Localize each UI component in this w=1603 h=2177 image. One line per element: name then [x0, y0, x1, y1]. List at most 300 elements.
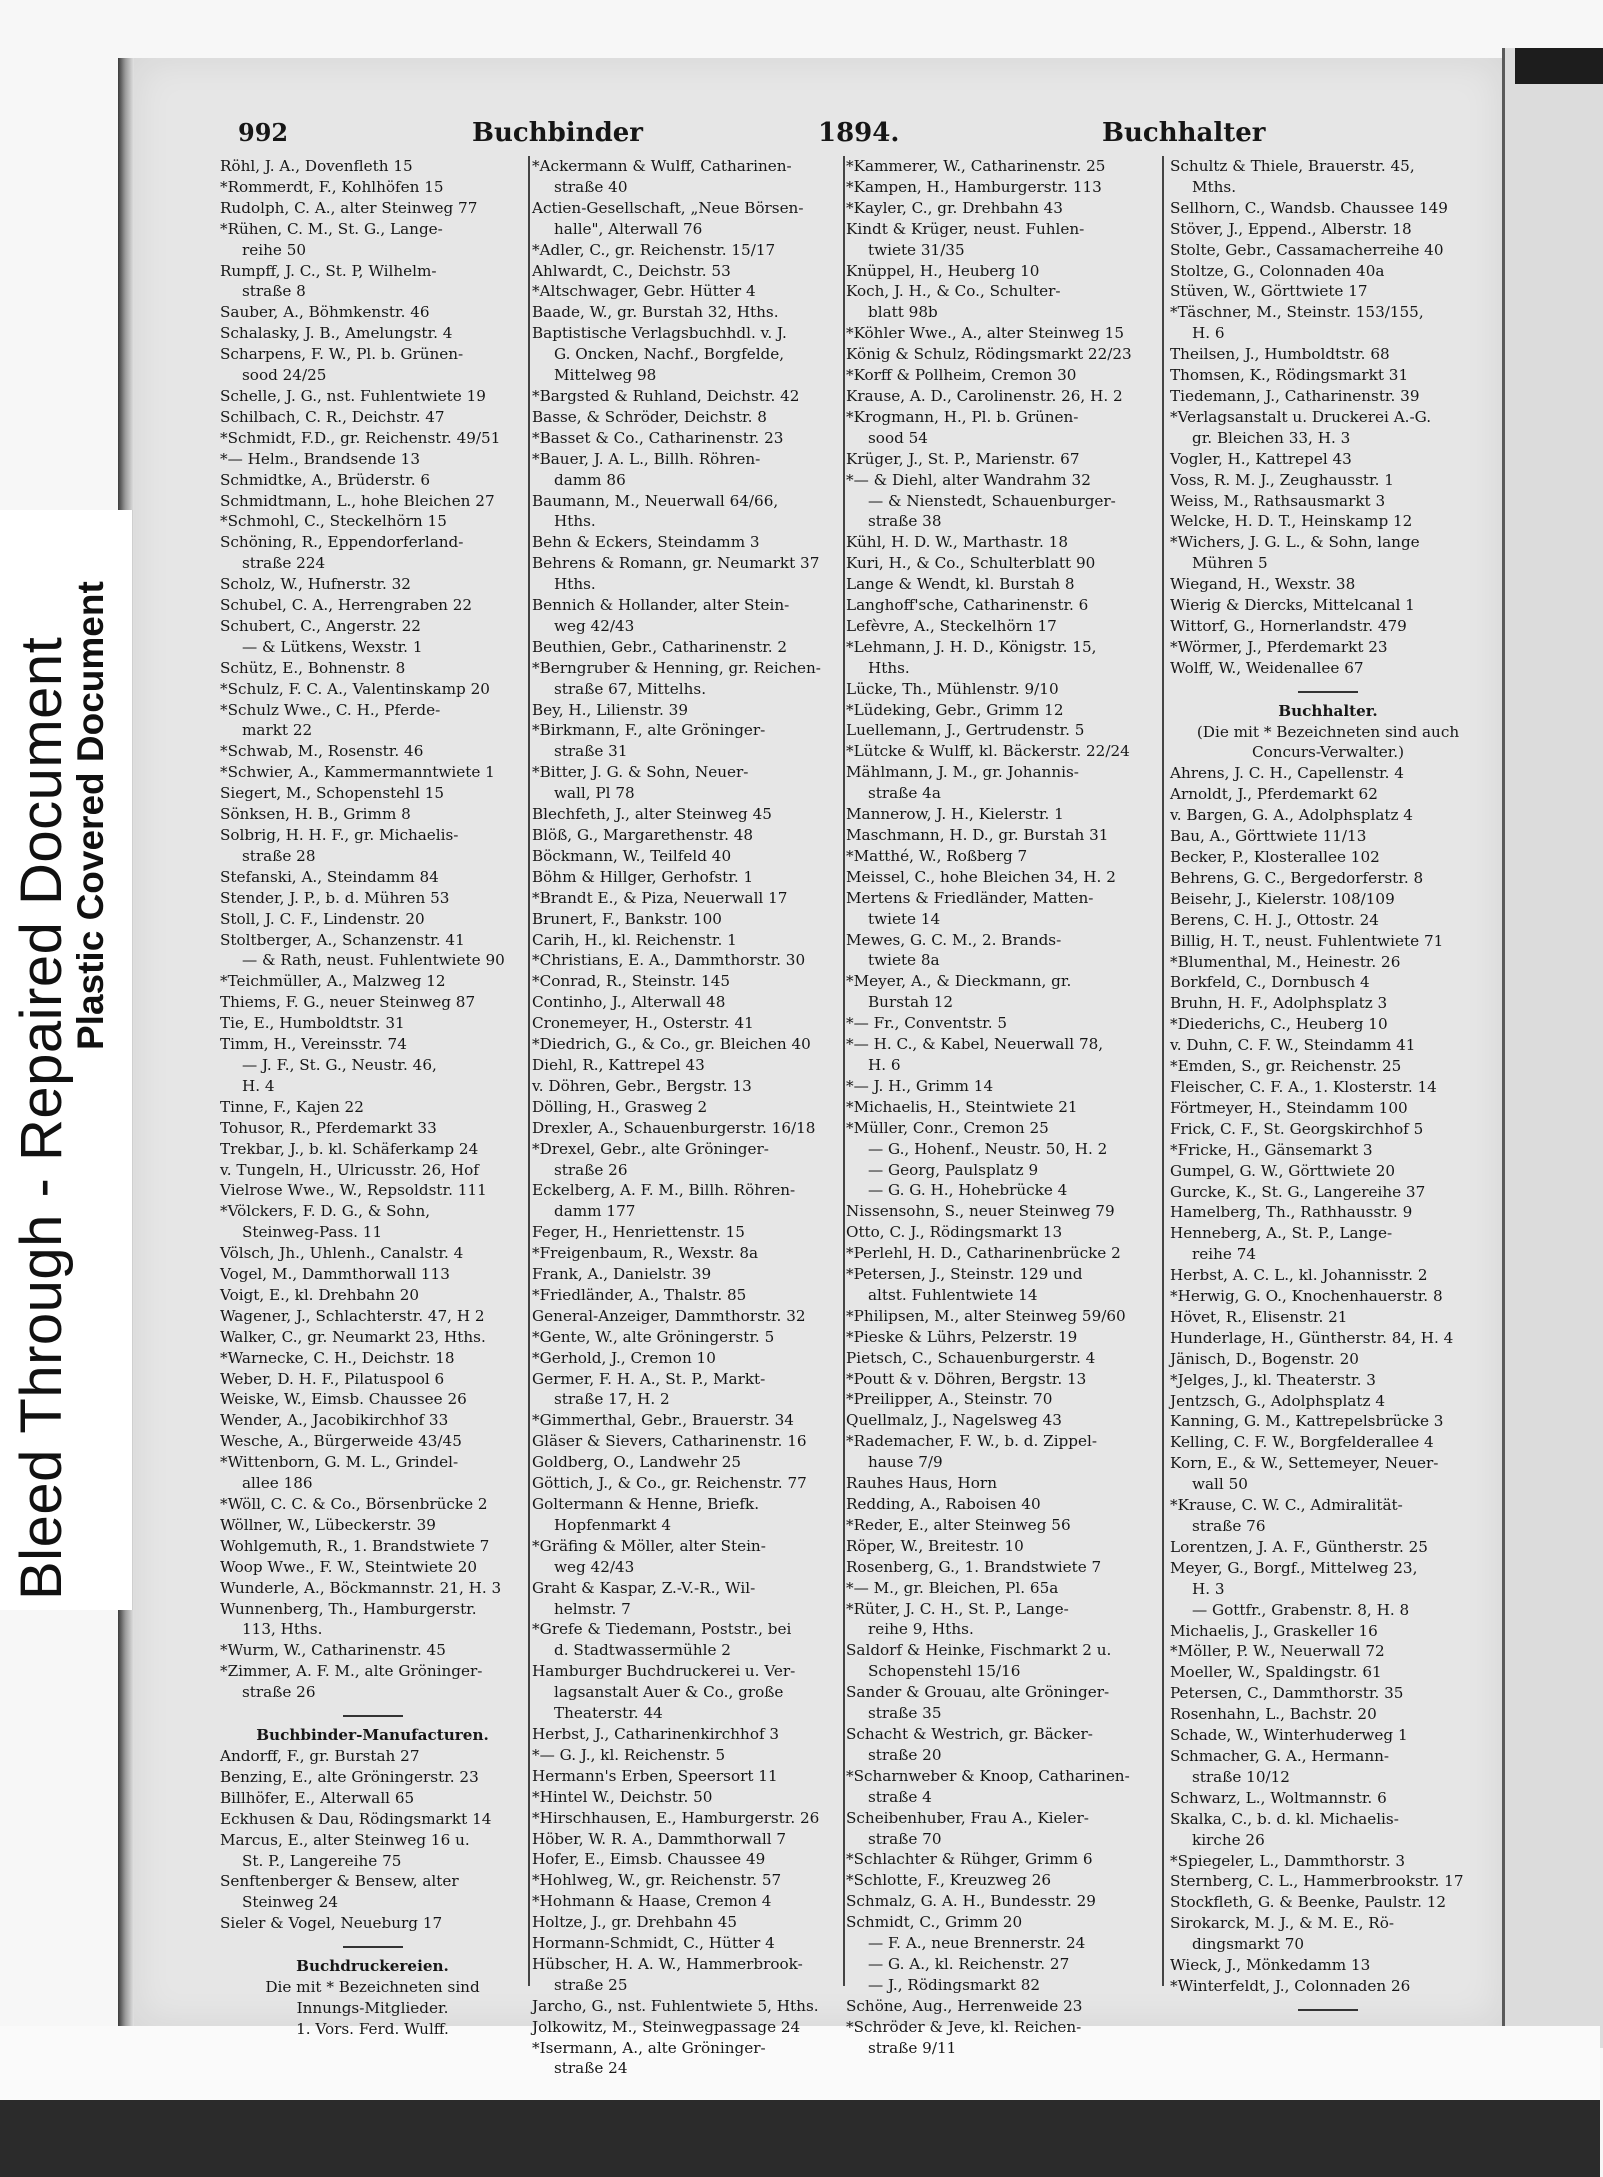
directory-entry: Drexler, A., Schauenburgerstr. 16/18 — [532, 1118, 816, 1137]
directory-entry: *Winterfeldt, J., Colonnaden 26 — [1170, 1976, 1411, 1995]
directory-entry: Schopenstehl 15/16 — [868, 1662, 1021, 1681]
directory-entry: *Völckers, F. D. G., & Sohn, — [220, 1202, 431, 1221]
directory-entry: Meyer, G., Borgf., Mittelweg 23, — [1170, 1558, 1418, 1577]
directory-entry: Sauber, A., Böhmkenstr. 46 — [220, 303, 430, 322]
directory-entry: H. 4 — [242, 1076, 275, 1095]
directory-entry: Saldorf & Heinke, Fischmarkt 2 u. — [846, 1641, 1112, 1660]
directory-entry: Wagener, J., Schlachterstr. 47, H 2 — [220, 1306, 485, 1325]
page-header — [232, 118, 1482, 158]
bleed-through-text — [1545, 108, 1575, 2008]
directory-entry: Wolff, W., Weidenallee 67 — [1170, 658, 1364, 677]
directory-entry: — & Rath, neust. Fuhlentwiete 90 — [242, 951, 505, 970]
directory-entry: Wittorf, G., Hornerlandstr. 479 — [1170, 616, 1407, 635]
directory-entry: Baumann, M., Neuerwall 64/66, — [532, 491, 779, 510]
directory-entry: Goltermann & Henne, Briefk. — [532, 1495, 760, 1513]
directory-entry: Vielrose Wwe., W., Repsoldstr. 111 — [220, 1181, 487, 1200]
directory-entry: Hths. — [868, 658, 910, 677]
directory-entry: wall 50 — [1192, 1475, 1248, 1494]
directory-entry: Kanning, G. M., Kattrepelsbrücke 3 — [1170, 1412, 1444, 1431]
column-divider — [528, 156, 530, 1986]
directory-entry: straße 20 — [868, 1745, 942, 1764]
directory-entry: König & Schulz, Rödingsmarkt 22/23 — [846, 345, 1132, 364]
directory-entry: *Spiegeler, L., Dammthorstr. 3 — [1170, 1851, 1406, 1870]
directory-entry: Hormann-Schmidt, C., Hütter 4 — [532, 1934, 775, 1953]
directory-entry: Nissensohn, S., neuer Steinweg 79 — [846, 1202, 1115, 1221]
directory-entry: Schalasky, J. B., Amelungstr. 4 — [220, 324, 453, 343]
directory-entry: Böhm & Hillger, Gerhofstr. 1 — [532, 867, 754, 886]
directory-entry: 113, Hths. — [242, 1620, 323, 1639]
directory-entry: Förtmeyer, H., Steindamm 100 — [1170, 1098, 1408, 1117]
directory-entry: Gläser & Sievers, Catharinenstr. 16 — [532, 1432, 807, 1451]
directory-entry: *Hintel W., Deichstr. 50 — [532, 1787, 713, 1806]
directory-entry: *Poutt & v. Döhren, Bergstr. 13 — [846, 1369, 1087, 1388]
directory-entry: Mewes, G. C. M., 2. Brands- — [846, 930, 1062, 949]
directory-entry: H. 6 — [1192, 324, 1225, 343]
directory-entry: Bruhn, H. F., Adolphsplatz 3 — [1170, 994, 1388, 1013]
directory-entry: Weber, D. H. F., Pilatuspool 6 — [220, 1369, 445, 1388]
column-4 — [1170, 156, 1486, 2016]
directory-entry: Wunnenberg, Th., Hamburgerstr. — [220, 1599, 477, 1618]
directory-entry: Siegert, M., Schopenstehl 15 — [220, 784, 445, 803]
directory-entry: straße 17, H. 2 — [554, 1390, 670, 1409]
directory-entry: *Bargsted & Ruhland, Deichstr. 42 — [532, 386, 800, 405]
directory-entry: Sellhorn, C., Wandsb. Chaussee 149 — [1170, 198, 1448, 217]
directory-entry: straße 67, Mittelhs. — [554, 679, 707, 698]
section-rule — [1298, 691, 1358, 693]
directory-entry: allee 186 — [242, 1474, 313, 1493]
directory-entry: Graht & Kaspar, Z.-V.-R., Wil- — [532, 1578, 756, 1597]
directory-entry: *Grefe & Tiedemann, Poststr., bei — [532, 1620, 792, 1639]
directory-entry: straße 70 — [868, 1829, 942, 1848]
directory-entry: altst. Fuhlentwiete 14 — [868, 1285, 1038, 1304]
directory-entry: Quellmalz, J., Nagelsweg 43 — [846, 1411, 1062, 1430]
directory-entry: Hths. — [554, 575, 596, 594]
directory-entry: Stöver, J., Eppend., Alberstr. 18 — [1170, 219, 1412, 238]
directory-entry: Rumpff, J. C., St. P, Wilhelm- — [220, 261, 437, 280]
directory-entry: Schade, W., Winterhuderweg 1 — [1170, 1726, 1408, 1745]
directory-entry: Scharpens, F. W., Pl. b. Grünen- — [220, 345, 464, 364]
directory-entry: sood 54 — [868, 428, 928, 447]
directory-entry: Becker, P., Klosterallee 102 — [1170, 848, 1380, 866]
directory-entry: *Schwier, A., Kammermanntwiete 1 — [220, 763, 495, 782]
directory-entry: Herbst, A. C. L., kl. Johannisstr. 2 — [1170, 1266, 1428, 1285]
directory-entry: Jolkowitz, M., Steinwegpassage 24 — [532, 2017, 801, 2036]
directory-entry: *Drexel, Gebr., alte Gröninger- — [532, 1139, 769, 1158]
directory-entry: damm 177 — [554, 1202, 636, 1221]
directory-entry: *Schlotte, F., Kreuzweg 26 — [846, 1871, 1052, 1890]
directory-entry: *Diederichs, C., Heuberg 10 — [1170, 1015, 1388, 1034]
directory-entry: *Birkmann, F., alte Gröninger- — [532, 721, 766, 740]
directory-entry: d. Stadtwassermühle 2 — [554, 1641, 731, 1660]
section-heading: Buchbinder-Manufacturen. — [256, 1726, 489, 1745]
directory-entry: Basse, & Schröder, Deichstr. 8 — [532, 407, 767, 426]
directory-entry: Schütz, E., Bohnenstr. 8 — [220, 658, 406, 677]
directory-entry: straße 9/11 — [868, 2038, 957, 2057]
directory-entry: *Lüdeking, Gebr., Grimm 12 — [846, 700, 1064, 719]
directory-entry: Hübscher, H. A. W., Hammerbrook- — [532, 1954, 803, 1973]
directory-entry: Scheibenhuber, Frau A., Kieler- — [846, 1808, 1089, 1827]
directory-entry: Blöß, G., Margarethenstr. 48 — [532, 826, 754, 844]
directory-entry: Höber, W. R. A., Dammthorwall 7 — [532, 1829, 787, 1848]
directory-entry: straße 28 — [242, 846, 316, 865]
directory-entry: Sander & Grouau, alte Gröninger- — [846, 1683, 1110, 1702]
directory-entry: *Bauer, J. A. L., Billh. Röhren- — [532, 449, 761, 468]
directory-entry: *Krause, C. W. C., Admiralität- — [1170, 1496, 1403, 1515]
directory-entry: *Schulz, F. C. A., Valentinskamp 20 — [220, 679, 490, 698]
directory-entry: Hermann's Erben, Speersort 11 — [532, 1766, 778, 1785]
directory-entry: Jarcho, G., nst. Fuhlentwiete 5, Hths. — [532, 1996, 819, 2015]
directory-entry: *Rüter, J. C. H., St. P., Lange- — [846, 1599, 1069, 1618]
directory-entry: — J., Rödingsmarkt 82 — [868, 1975, 1041, 1994]
directory-entry: *Basset & Co., Catharinenstr. 23 — [532, 428, 784, 447]
directory-entry: — J. F., St. G., Neustr. 46, — [242, 1055, 437, 1074]
directory-entry: *Lehmann, J. H. D., Königstr. 15, — [846, 637, 1097, 656]
directory-entry: Schultz & Thiele, Brauerstr. 45, — [1170, 157, 1415, 175]
directory-entry: Kindt & Krüger, neust. Fuhlen- — [846, 219, 1085, 238]
right-running-title: Buchhalter — [1102, 118, 1266, 148]
directory-entry: dingsmarkt 70 — [1192, 1935, 1305, 1954]
directory-entry: Timm, H., Vereinsstr. 74 — [220, 1035, 407, 1054]
directory-entry: damm 86 — [554, 470, 626, 489]
directory-entry: Cronemeyer, H., Osterstr. 41 — [532, 1014, 754, 1033]
directory-entry: Rudolph, C. A., alter Steinweg 77 — [220, 198, 478, 217]
directory-entry: *— & Diehl, alter Wandrahm 32 — [846, 470, 1091, 489]
directory-entry: *Philipsen, M., alter Steinweg 59/60 — [846, 1306, 1126, 1325]
directory-entry: *Teichmüller, A., Malzweg 12 — [220, 972, 446, 991]
directory-entry: Schöning, R., Eppendorferland- — [220, 533, 464, 552]
directory-entry: *Wörmer, J., Pferdemarkt 23 — [1170, 637, 1388, 656]
directory-entry: *Ackermann & Wulff, Catharinen- — [532, 157, 792, 175]
directory-entry: Stoltberger, A., Schanzenstr. 41 — [220, 930, 465, 949]
directory-entry: Voss, R. M. J., Zeughausstr. 1 — [1170, 470, 1394, 489]
directory-entry: Wunderle, A., Böckmannstr. 21, H. 3 — [220, 1578, 502, 1597]
directory-entry: H. 6 — [868, 1055, 901, 1074]
directory-entry: Tie, E., Humboldtstr. 31 — [220, 1014, 405, 1033]
directory-entry: Röper, W., Breitestr. 10 — [846, 1536, 1024, 1555]
directory-entry: Billig, H. T., neust. Fuhlentwiete 71 — [1170, 931, 1444, 950]
directory-entry: Rauhes Haus, Horn — [846, 1474, 997, 1493]
directory-entry: Behn & Eckers, Steindamm 3 — [532, 533, 760, 552]
directory-entry: *Zimmer, A. F. M., alte Gröninger- — [220, 1662, 483, 1681]
plastic-covered-label: Plastic Covered Document — [70, 581, 111, 1050]
bleed-through-label: Bleed Through - Repaired Document — [9, 636, 74, 1600]
directory-entry: *Korff & Pollheim, Cremon 30 — [846, 366, 1077, 385]
directory-entry: *— H. C., & Kabel, Neuerwall 78, — [846, 1035, 1104, 1054]
section-note: Innungs-Mitglieder. — [296, 1998, 449, 2017]
directory-entry: Benzing, E., alte Gröningerstr. 23 — [220, 1767, 479, 1786]
directory-entry: Bey, H., Lilienstr. 39 — [532, 700, 688, 719]
directory-entry: Baade, W., gr. Burstah 32, Hths. — [532, 303, 779, 322]
directory-entry: Ahrens, J. C. H., Capellenstr. 4 — [1170, 764, 1404, 783]
directory-entry: Schmidt, C., Grimm 20 — [846, 1913, 1023, 1932]
directory-entry: blatt 98b — [868, 303, 938, 322]
directory-entry: *Scharnweber & Knoop, Catharinen- — [846, 1766, 1130, 1785]
section-note: Concurs-Verwalter.) — [1251, 743, 1405, 762]
directory-entry: Jänisch, D., Bogenstr. 20 — [1170, 1349, 1359, 1368]
directory-entry: *Emden, S., gr. Reichenstr. 25 — [1170, 1057, 1402, 1076]
directory-entry: twiete 14 — [868, 909, 941, 928]
directory-entry: Blechfeth, J., alter Steinweg 45 — [532, 805, 772, 824]
directory-entry: *Preilipper, A., Steinstr. 70 — [846, 1390, 1053, 1409]
directory-entry: *Diedrich, G., & Co., gr. Bleichen 40 — [532, 1035, 811, 1054]
directory-entry: Rosenhahn, L., Bachstr. 20 — [1170, 1705, 1377, 1724]
directory-entry: straße 31 — [554, 742, 628, 761]
directory-entry: Jentzsch, G., Adolphsplatz 4 — [1170, 1391, 1385, 1410]
directory-entry: — Georg, Paulsplatz 9 — [868, 1160, 1039, 1179]
directory-entry: Mannerow, J. H., Kielerstr. 1 — [846, 805, 1064, 824]
directory-entry: *Matthé, W., Roßberg 7 — [846, 846, 1028, 865]
directory-entry: Hofer, E., Eimsb. Chaussee 49 — [532, 1850, 766, 1869]
directory-entry: General-Anzeiger, Dammthorstr. 32 — [532, 1306, 806, 1325]
directory-entry: — G. A., kl. Reichenstr. 27 — [868, 1954, 1070, 1973]
directory-entry: Krause, A. D., Carolinenstr. 26, H. 2 — [846, 386, 1123, 405]
directory-entry: G. Oncken, Nachf., Borgfelde, — [554, 345, 785, 364]
directory-entry: *Schulz Wwe., C. H., Pferde- — [220, 700, 441, 719]
directory-entry: Henneberg, A., St. P., Lange- — [1170, 1224, 1393, 1243]
directory-entry: Hunderlage, H., Güntherstr. 84, H. 4 — [1170, 1328, 1454, 1347]
directory-entry: *Rühen, C. M., St. G., Lange- — [220, 219, 443, 238]
adjacent-page-strip — [1502, 48, 1603, 2048]
directory-entry: Frank, A., Danielstr. 39 — [532, 1265, 712, 1284]
column-divider — [843, 156, 845, 1986]
directory-entry: Arnoldt, J., Pferdemarkt 62 — [1170, 785, 1378, 804]
directory-entry: straße 8 — [242, 282, 306, 301]
directory-entry: Herbst, J., Catharinenkirchhof 3 — [532, 1724, 780, 1743]
directory-entry: straße 26 — [242, 1683, 316, 1702]
directory-entry: Woop Wwe., F. W., Steintwiete 20 — [220, 1557, 478, 1576]
directory-entry: Voigt, E., kl. Drehbahn 20 — [220, 1285, 420, 1304]
directory-entry: *Kampen, H., Hamburgerstr. 113 — [846, 177, 1102, 196]
directory-entry: *Perlehl, H. D., Catharinenbrücke 2 — [846, 1244, 1121, 1263]
directory-entry: Stender, J. P., b. d. Mühren 53 — [220, 888, 450, 907]
directory-entry: Marcus, E., alter Steinweg 16 u. — [220, 1830, 470, 1849]
directory-entry: Continho, J., Alterwall 48 — [532, 993, 726, 1012]
directory-entry: St. P., Langereihe 75 — [242, 1851, 402, 1870]
directory-entry: *Conrad, R., Steinstr. 145 — [532, 972, 731, 991]
directory-entry: *Wittenborn, G. M. L., Grindel- — [220, 1453, 459, 1472]
directory-entry: *Gräfing & Möller, alter Stein- — [532, 1536, 766, 1555]
directory-entry: twiete 8a — [868, 951, 940, 970]
directory-entry: Otto, C. J., Rödingsmarkt 13 — [846, 1223, 1063, 1242]
directory-entry: Borkfeld, C., Dornbusch 4 — [1170, 973, 1370, 992]
directory-entry: *Brandt E., & Piza, Neuerwall 17 — [532, 888, 788, 907]
directory-entry: Röhl, J. A., Dovenfleth 15 — [220, 157, 413, 175]
document-condition-label — [0, 510, 133, 1610]
directory-entry: Stockfleth, G. & Beenke, Paulstr. 12 — [1170, 1893, 1447, 1912]
directory-entry: Hamelberg, Th., Rathhausstr. 9 — [1170, 1203, 1413, 1222]
directory-entry: Schwarz, L., Woltmannstr. 6 — [1170, 1788, 1387, 1807]
directory-entry: Wesche, A., Bürgerweide 43/45 — [220, 1432, 462, 1451]
directory-entry: Schöne, Aug., Herrenweide 23 — [846, 1996, 1083, 2015]
directory-entry: Berens, C. H. J., Ottostr. 24 — [1170, 910, 1379, 929]
directory-entry: *Hohmann & Haase, Cremon 4 — [532, 1892, 772, 1911]
directory-entry: Actien-Gesellschaft, „Neue Börsen- — [532, 198, 804, 217]
section-note: Die mit * Bezeichneten sind — [265, 1978, 480, 1997]
directory-entry: *Hirschhausen, E., Hamburgerstr. 26 — [532, 1808, 820, 1827]
directory-entry: *Berngruber & Henning, gr. Reichen- — [532, 658, 821, 677]
directory-entry: Weiss, M., Rathsausmarkt 3 — [1170, 491, 1386, 510]
directory-entry: *Gimmerthal, Gebr., Brauerstr. 34 — [532, 1411, 794, 1430]
directory-entry: Skalka, C., b. d. kl. Michaelis- — [1170, 1809, 1399, 1828]
directory-entry: *— J. H., Grimm 14 — [846, 1076, 994, 1095]
directory-entry: Lange & Wendt, kl. Burstah 8 — [846, 575, 1075, 594]
directory-entry: straße 26 — [554, 1160, 628, 1179]
directory-entry: Behrens & Romann, gr. Neumarkt 37 — [532, 554, 820, 573]
directory-entry: *Lütcke & Wulff, kl. Bäckerstr. 22/24 — [846, 742, 1130, 761]
directory-entry: *Gente, W., alte Gröningerstr. 5 — [532, 1327, 775, 1346]
directory-entry: Tohusor, R., Pferdemarkt 33 — [220, 1118, 437, 1137]
directory-entry: *Warnecke, C. H., Deichstr. 18 — [220, 1348, 455, 1367]
directory-entry: Baptistische Verlagsbuchhdl. v. J. — [532, 324, 787, 343]
directory-entry: *Kammerer, W., Catharinenstr. 25 — [846, 157, 1106, 175]
directory-entry: straße 4 — [868, 1787, 932, 1806]
directory-entry: Sönksen, H. B., Grimm 8 — [220, 805, 411, 824]
directory-entry: — & Nienstedt, Schauenburger- — [868, 491, 1116, 510]
directory-entry: Welcke, H. D. T., Heinskamp 12 — [1170, 512, 1413, 531]
directory-entry: *Petersen, J., Steinstr. 129 und — [846, 1265, 1083, 1284]
directory-entry: *Schwab, M., Rosenstr. 46 — [220, 742, 424, 761]
directory-entry: *Wöll, C. C. & Co., Börsenbrücke 2 — [220, 1495, 488, 1513]
directory-entry: *Rademacher, F. W., b. d. Zippel- — [846, 1432, 1097, 1451]
directory-entry: *— Fr., Conventstr. 5 — [846, 1014, 1008, 1033]
directory-entry: Petersen, C., Dammthorstr. 35 — [1170, 1684, 1404, 1703]
directory-entry: Maschmann, H. D., gr. Burstah 31 — [846, 826, 1109, 844]
directory-entry: Gurcke, K., St. G., Langereihe 37 — [1170, 1182, 1426, 1201]
directory-entry: Hamburger Buchdruckerei u. Ver- — [532, 1662, 796, 1681]
column-3 — [846, 156, 1156, 2057]
directory-entry: H. 3 — [1192, 1579, 1225, 1598]
directory-entry: Solbrig, H. H. F., gr. Michaelis- — [220, 826, 459, 844]
directory-entry: helmstr. 7 — [554, 1599, 631, 1618]
directory-entry: Weiske, W., Eimsb. Chaussee 26 — [220, 1390, 467, 1409]
directory-entry: Langhoff'sche, Catharinenstr. 6 — [846, 596, 1089, 615]
directory-entry: *Gerhold, J., Cremon 10 — [532, 1348, 716, 1367]
directory-entry: kirche 26 — [1192, 1830, 1265, 1849]
directory-entry: Goldberg, O., Landwehr 25 — [532, 1453, 742, 1472]
year: 1894. — [818, 118, 900, 148]
directory-entry: Frick, C. F., St. Georgskirchhof 5 — [1170, 1119, 1424, 1138]
directory-entry: Schmacher, G. A., Hermann- — [1170, 1746, 1390, 1765]
directory-entry: *Friedländer, A., Thalstr. 85 — [532, 1285, 747, 1304]
directory-entry: Walker, C., gr. Neumarkt 23, Hths. — [220, 1327, 486, 1346]
directory-entry: — G. G. H., Hohebrücke 4 — [868, 1181, 1068, 1200]
directory-entry: Bennich & Hollander, alter Stein- — [532, 596, 790, 615]
directory-entry: *Täschner, M., Steinstr. 153/155, — [1170, 303, 1424, 322]
directory-entry: Luellemann, J., Gertrudenstr. 5 — [846, 721, 1085, 740]
directory-entry: Scholz, W., Hufnerstr. 32 — [220, 575, 411, 594]
directory-entry: Feger, H., Henriettenstr. 15 — [532, 1223, 745, 1242]
directory-entry: Eckelberg, A. F. M., Billh. Röhren- — [532, 1181, 796, 1200]
directory-entry: Wieck, J., Mönkedamm 13 — [1170, 1956, 1371, 1975]
directory-entry: *Herwig, G. O., Knochenhauerstr. 8 — [1170, 1287, 1443, 1306]
directory-entry: reihe 50 — [242, 240, 307, 259]
directory-entry: Lücke, Th., Mühlenstr. 9/10 — [846, 679, 1059, 698]
section-rule — [343, 1715, 403, 1717]
directory-entry: Gumpel, G. W., Görttwiete 20 — [1170, 1161, 1396, 1180]
directory-entry: Mühren 5 — [1192, 554, 1268, 573]
directory-entry: Völsch, Jh., Uhlenh., Canalstr. 4 — [220, 1244, 464, 1263]
directory-entry: Wierig & Diercks, Mittelcanal 1 — [1170, 596, 1415, 615]
directory-entry: v. Tungeln, H., Ulricusstr. 26, Hof — [220, 1160, 479, 1179]
column-1 — [220, 156, 525, 2038]
directory-entry: Wöllner, W., Lübeckerstr. 39 — [220, 1515, 436, 1534]
directory-entry: Kelling, C. F. W., Borgfelderallee 4 — [1170, 1433, 1434, 1452]
directory-entry: *Christians, E. A., Dammthorstr. 30 — [532, 951, 806, 970]
directory-entry: Sieler & Vogel, Neueburg 17 — [220, 1914, 443, 1933]
directory-entry: Schacht & Westrich, gr. Bäcker- — [846, 1724, 1093, 1743]
directory-entry: Tiedemann, J., Catharinenstr. 39 — [1170, 386, 1420, 405]
directory-entry: Andorff, F., gr. Burstah 27 — [220, 1746, 420, 1765]
directory-entry: Kühl, H. D. W., Marthastr. 18 — [846, 533, 1068, 552]
directory-entry: Beuthien, Gebr., Catharinenstr. 2 — [532, 637, 788, 656]
directory-entry: Fleischer, C. F. A., 1. Klosterstr. 14 — [1170, 1077, 1437, 1096]
directory-entry: *Fricke, H., Gänsemarkt 3 — [1170, 1140, 1373, 1159]
directory-entry: Mertens & Friedländer, Matten- — [846, 888, 1094, 907]
directory-entry: *Kayler, C., gr. Drehbahn 43 — [846, 198, 1063, 217]
directory-entry: *Jelges, J., kl. Theaterstr. 3 — [1170, 1370, 1376, 1389]
column-divider — [1162, 156, 1164, 1986]
directory-entry: v. Bargen, G. A., Adolphsplatz 4 — [1170, 806, 1413, 825]
directory-entry: weg 42/43 — [554, 1557, 635, 1576]
directory-entry: *Möller, P. W., Neuerwall 72 — [1170, 1642, 1385, 1661]
directory-entry: *Adler, C., gr. Reichenstr. 15/17 — [532, 240, 776, 259]
directory-entry: *Rommerdt, F., Kohlhöfen 15 — [220, 177, 444, 196]
directory-entry: Thiems, F. G., neuer Steinweg 87 — [220, 993, 476, 1012]
directory-entry: Rosenberg, G., 1. Brandstwiete 7 — [846, 1557, 1102, 1576]
directory-entry: Billhöfer, E., Alterwall 65 — [220, 1788, 415, 1807]
directory-entry: Brunert, F., Bankstr. 100 — [532, 909, 722, 928]
directory-entry: Sternberg, C. L., Hammerbrookstr. 17 — [1170, 1872, 1464, 1891]
directory-entry: hause 7/9 — [868, 1453, 943, 1472]
directory-entry: *— Helm., Brandsende 13 — [220, 449, 420, 468]
directory-entry: Diehl, R., Kattrepel 43 — [532, 1055, 705, 1074]
directory-entry: Tinne, F., Kajen 22 — [220, 1097, 364, 1116]
directory-entry: Stüven, W., Görttwiete 17 — [1170, 282, 1368, 301]
directory-entry: *— G. J., kl. Reichenstr. 5 — [532, 1745, 726, 1764]
directory-entry: Schilbach, C. R., Deichstr. 47 — [220, 407, 445, 426]
directory-entry: straße 38 — [868, 512, 942, 531]
directory-entry: Ahlwardt, C., Deichstr. 53 — [532, 261, 731, 280]
directory-entry: Vogel, M., Dammthorwall 113 — [220, 1265, 450, 1284]
directory-entry: *Schlachter & Rühger, Grimm 6 — [846, 1850, 1093, 1869]
directory-entry: *Michaelis, H., Steintwiete 21 — [846, 1097, 1078, 1116]
directory-entry: *Hohlweg, W., gr. Reichenstr. 57 — [532, 1871, 782, 1890]
directory-entry: straße 24 — [554, 2059, 628, 2078]
directory-entry: halle", Alterwall 76 — [554, 219, 703, 238]
directory-entry: Redding, A., Raboisen 40 — [846, 1495, 1041, 1513]
directory-entry: Michaelis, J., Graskeller 16 — [1170, 1621, 1378, 1640]
directory-entry: *Altschwager, Gebr. Hütter 4 — [532, 282, 756, 301]
directory-entry: Thomsen, K., Rödingsmarkt 31 — [1170, 366, 1409, 385]
directory-entry: weg 42/43 — [554, 616, 635, 635]
directory-entry: Hövet, R., Elisenstr. 21 — [1170, 1307, 1348, 1326]
directory-entry: Meissel, C., hohe Bleichen 34, H. 2 — [846, 867, 1116, 886]
directory-entry: Stoll, J. C. F., Lindenstr. 20 — [220, 909, 425, 928]
section-note: (Die mit * Bezeichneten sind auch — [1196, 722, 1460, 741]
directory-entry: Wiegand, H., Wexstr. 38 — [1170, 575, 1356, 594]
directory-entry: *Reder, E., alter Steinweg 56 — [846, 1515, 1071, 1534]
directory-entry: Eckhusen & Dau, Rödingsmarkt 14 — [220, 1809, 492, 1828]
directory-entry: reihe 9, Hths. — [868, 1620, 974, 1639]
directory-entry: Bau, A., Görttwiete 11/13 — [1170, 827, 1367, 846]
scan-bottom-edge — [0, 2100, 1600, 2177]
directory-entry: *Meyer, A., & Dieckmann, gr. — [846, 972, 1072, 991]
directory-entry: straße 35 — [868, 1704, 942, 1723]
directory-entry: Lorentzen, J. A. F., Güntherstr. 25 — [1170, 1537, 1428, 1556]
directory-entry: Kuri, H., & Co., Schulterblatt 90 — [846, 554, 1096, 573]
directory-entry: Mählmann, J. M., gr. Johannis- — [846, 763, 1079, 782]
section-note: 1. Vors. Ferd. Wulff. — [296, 2019, 449, 2038]
